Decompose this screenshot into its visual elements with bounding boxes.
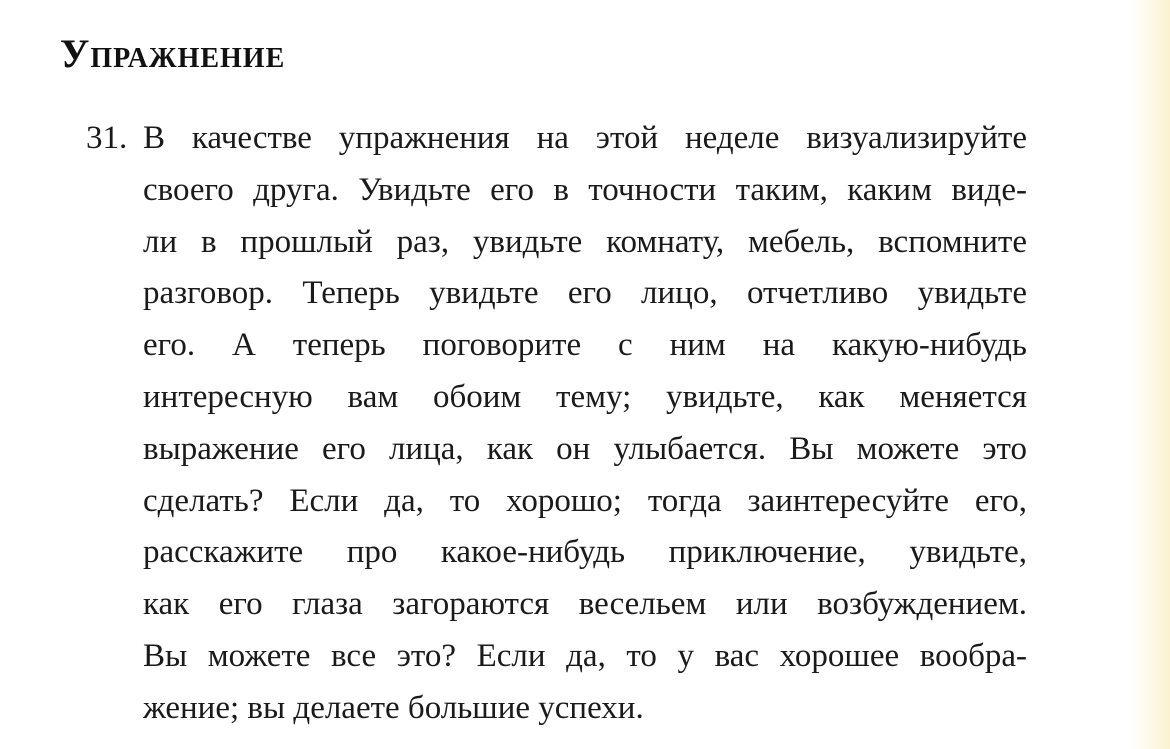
text-line: В качестве упражнения на этой неделе визуализируйте — [143, 120, 1027, 156]
text-line: как его глаза загораются весельем или возбуждением. — [143, 586, 1027, 623]
text-line: жение; вы делаете большие успехи. — [143, 689, 644, 726]
text-line: его. А теперь поговорите с ним на какую-нибудь — [143, 327, 1027, 364]
text-line: выражение его лица, как он улыбается. Вы можете это — [143, 430, 1027, 467]
section-heading: Упражнение — [60, 31, 286, 76]
page-edge-shade — [1130, 0, 1170, 749]
text-line: разговор. Теперь увидьте его лицо, отчетливо увидьте — [143, 275, 1027, 312]
text-line: интересную вам обоим тему; увидьте, как меняется — [143, 378, 1027, 415]
exercise-text — [143, 113, 1027, 735]
text-line: ли в прошлый раз, увидьте комнату, мебель, вспомните — [143, 223, 1027, 260]
exercise-number: 31. — [86, 120, 128, 156]
text-line: сделать? Если да, то хорошо; тогда заинтересуйте его, — [143, 482, 1027, 519]
text-line: своего друга. Увидьте его в точности таким, каким виде- — [143, 171, 1027, 208]
text-line: расскажите про какое-нибудь приключение, увидьте, — [143, 534, 1027, 571]
text-line: Вы можете все это? Если да, то у вас хорошее вообра- — [143, 637, 1027, 674]
